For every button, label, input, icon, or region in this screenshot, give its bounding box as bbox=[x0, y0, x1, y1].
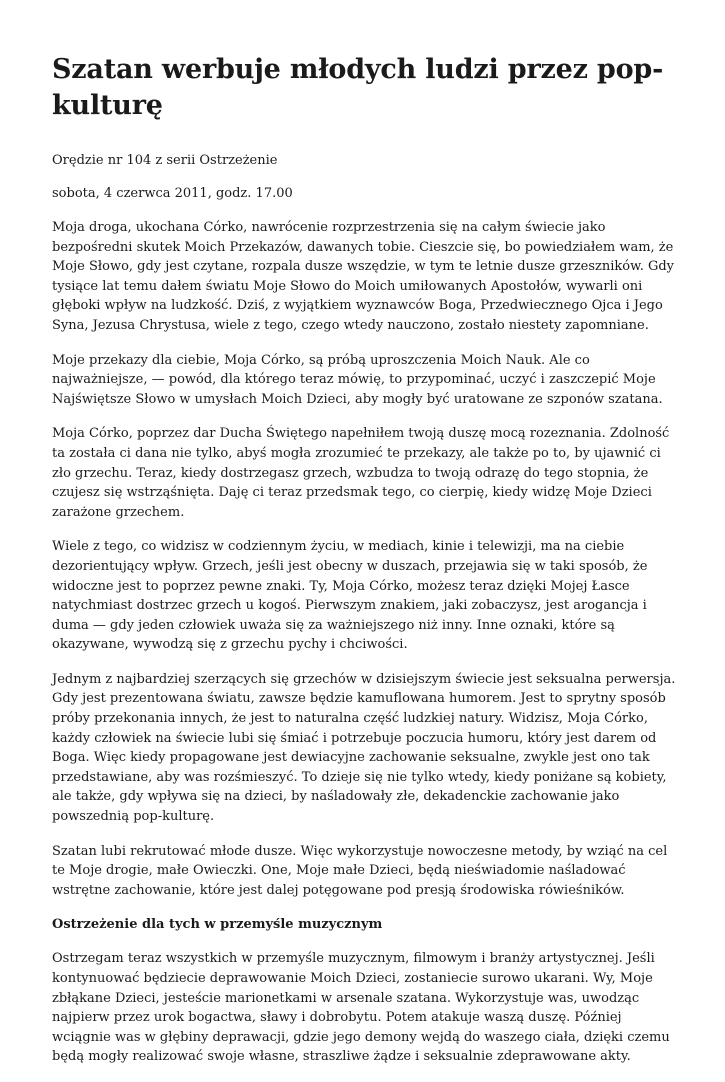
paragraph-3: Moja Córko, poprzez dar Ducha Świętego napełniłem twoją duszę mocą rozeznania. Zdolność ta została ci dana nie tylko, abyś mogła zrozumieć te przekazy, ale także po to, by ujawnić ci zło grzechu. Teraz, kiedy dostrzegasz grzech, wzbudza to twoją odrazę do tego stopnia, że czujesz się wstrząśnięta. Daję ci teraz przedsmak tego, co cierpię, kiedy widzę Moje Dzieci zarażone grzechem. bbox=[52, 426, 670, 520]
paragraph-1: Moja droga, ukochana Córko, nawrócenie rozprzestrzenia się na całym świecie jako bezpośredni skutek Moich Przekazów, dawanych tobie. Cieszcie się, bo powiedziałem wam, że Moje Słowo, gdy jest czytane, rozpala dusze wszędzie, w tym te letnie dusze grzeszników. Gdy tysiące lat temu dałem światu Moje Słowo do Moich umiłowanych Apostołów, wywarli oni głęboki wpływ na ludzkość. Dziś, z wyjątkiem wyznawców Boga, Przedwiecznego Ojca i Jego Syna, Jezusa Chrystusa, wiele z tego, czego wtedy nauczono, zostało niestety zapomniane. bbox=[52, 220, 675, 333]
paragraph-5: Jednym z najbardziej szerzących się grzechów w dzisiejszym świecie jest seksualna perwersja. Gdy jest prezentowana światu, zawsze będzie kamuflowana humorem. Jest to sprytny sposób próby przekonania innych, że jest to naturalna część ludzkiej natury. Widzisz, Moja Córko, każdy człowiek na świecie lubi się śmiać i potrzebuje poczucia humoru, który jest darem od Boga. Więc kiedy propagowane jest dewiacyjne zachowanie seksualne, zwykle jest ono tak przedstawiane, aby was rozśmieszyć. To dzieje się nie tylko wtedy, kiedy poniżane są kobiety, ale także, gdy wpływa się na dzieci, by naśladowały złe, dekadenckie zachowanie jako powszednią pop-kulturę. bbox=[52, 671, 676, 825]
paragraph-7: Ostrzegam teraz wszystkich w przemyśle muzycznym, filmowym i branży artystycznej. Jeśli kontynuować będziecie deprawowanie Moich Dzieci, zostaniecie surowo ukarani. Wy, Moje zbłąkane Dzieci, jesteście marionetkami w arsenale szatana. Wykorzystuje was, uwodząc najpierw przez urok bogactwa, sławy i dobrobytu. Potem atakuje waszą duszę. Później wciągnie was w głębiny deprawacji, gdzie jego demony wejdą do waszego ciała, dzięki czemu będą mogły realizować swoje własne, straszliwe żądze i seksualnie zdeprawowane akty. bbox=[52, 951, 670, 1065]
document-page bbox=[52, 52, 680, 1082]
paragraph-2: Moje przekazy dla ciebie, Moja Córko, są próbą uproszczenia Moich Nauk. Ale co najważniejsze, — powód, dla którego teraz mówię, to przypominać, uczyć i zaszczepić Moje Najświętsze Słowo w umysłach Moich Dzieci, aby mogły być uratowane ze szponów szatana. bbox=[52, 352, 663, 407]
paragraph-4: Wiele z tego, co widzisz w codziennym życiu, w mediach, kinie i telewizji, ma na ciebie dezorientujący wpływ. Grzech, jeśli jest obecny w duszach, przejawia się w taki sposób, że widoczne jest to poprzez pewne znaki. Ty, Moja Córko, możesz teraz dzięki Mojej Łasce natychmiast dostrzec grzech u kogoś. Pierwszym znakiem, jaki zobaczysz, jest arogancja i duma — gdy jeden człowiek uważa się za ważniejszego niż inny. Inne oznaki, które są okazywane, wywodzą się z grzechu pychy i chciwości. bbox=[52, 539, 648, 653]
series-label: Orędzie nr 104 z serii Ostrzeżenie bbox=[52, 153, 278, 168]
section-subheading: Ostrzeżenie dla tych w przemyśle muzycznym bbox=[52, 917, 383, 933]
date-label: sobota, 4 czerwca 2011, godz. 17.00 bbox=[52, 186, 293, 201]
paragraph-6: Szatan lubi rekrutować młode dusze. Więc wykorzystuje nowoczesne metody, by wziąć na cel te Moje drogie, małe Owieczki. One, Moje małe Dzieci, będą nieświadomie naśladować wstrętne zachowanie, które jest dalej potęgowane pod presją środowiska rówieśników. bbox=[52, 843, 668, 898]
document-title: Szatan werbuje młodych ludzi przez pop-kulturę bbox=[52, 54, 664, 121]
